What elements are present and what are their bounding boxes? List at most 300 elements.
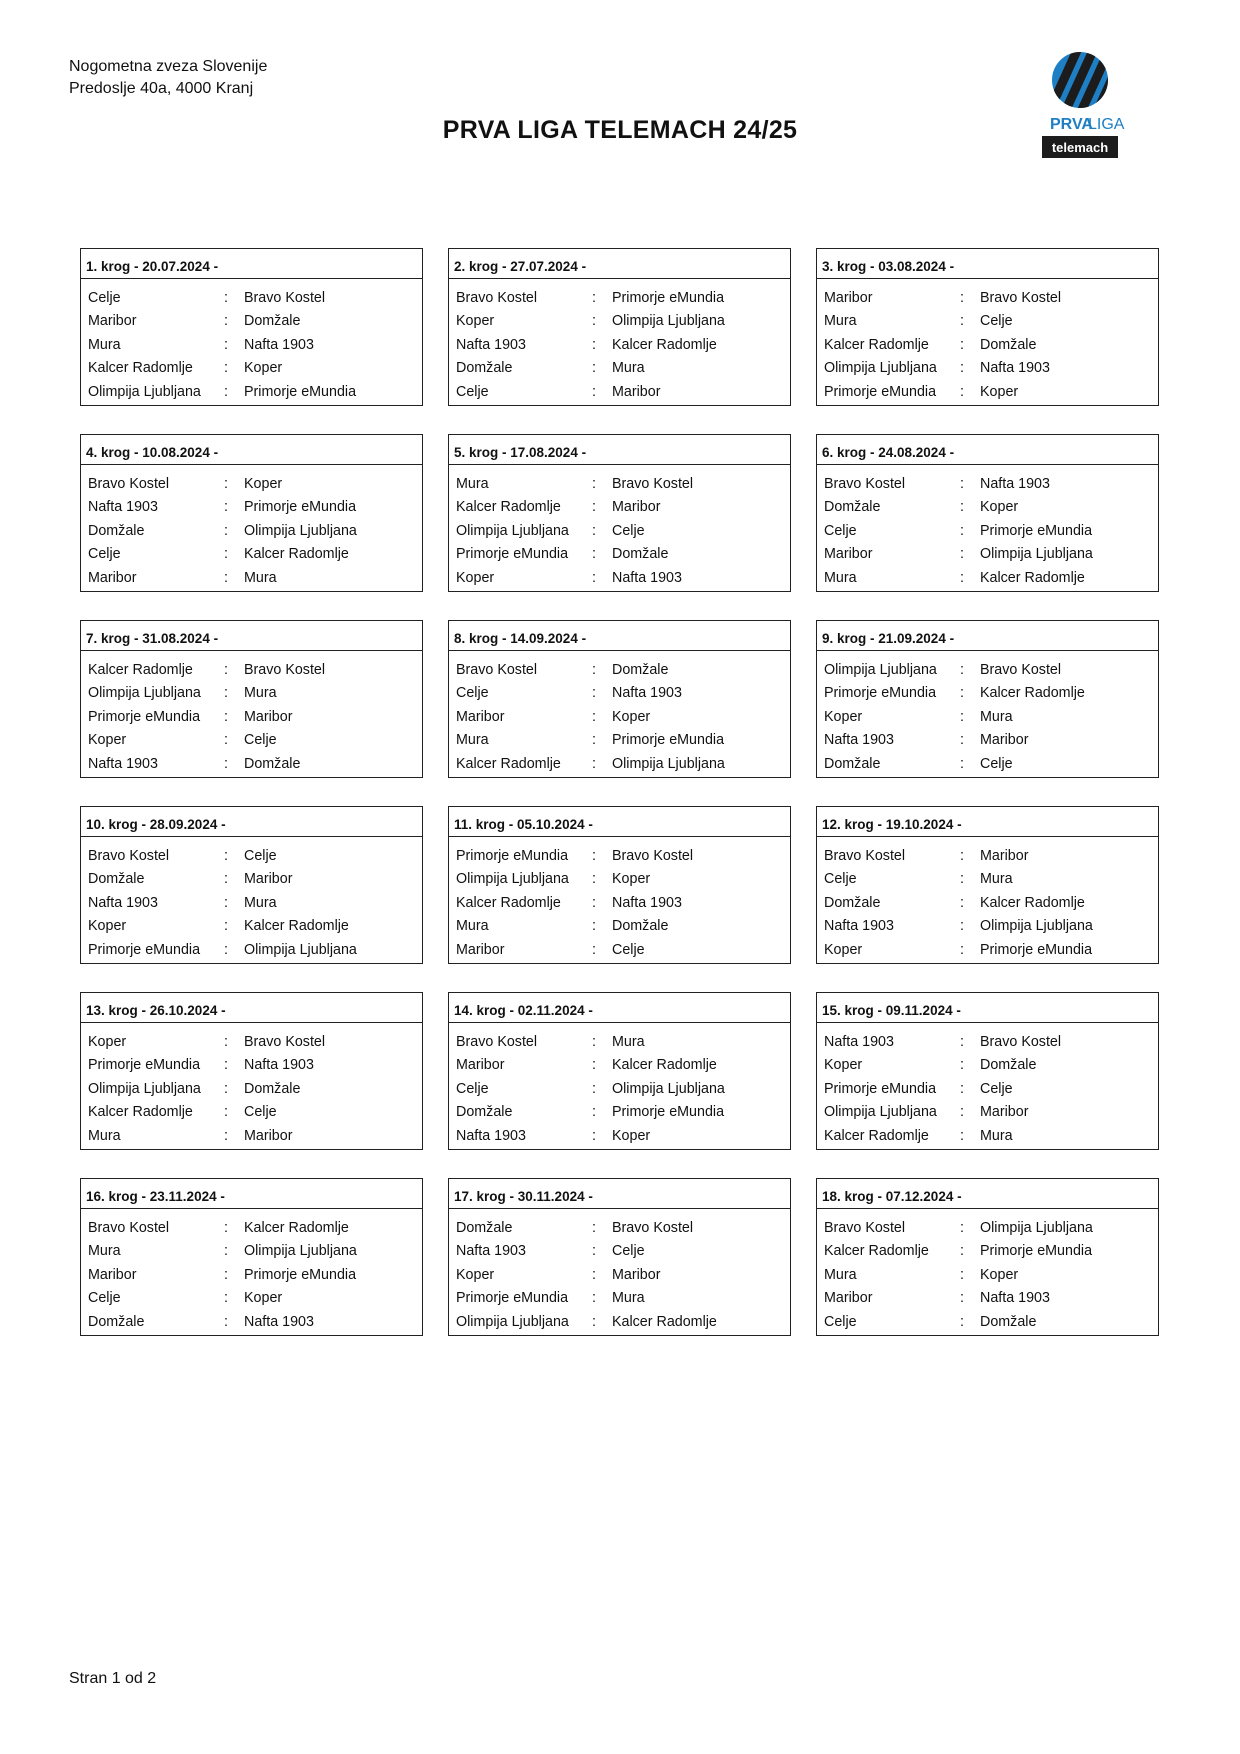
home-team: Olimpija Ljubljana [88,685,201,702]
match-row [81,380,422,404]
match-row [817,915,1158,939]
page-number: Stran 1 od 2 [69,1670,157,1687]
match-row [817,380,1158,404]
match-separator: : [960,1104,964,1121]
match-row [449,891,790,915]
away-team: Maribor [980,847,1029,864]
home-team: Mura [88,336,121,353]
match-row [81,333,422,357]
match-list [449,651,790,776]
match-separator: : [960,360,964,377]
round-header: 2. krog - 27.07.2024 - [449,249,790,279]
logo-text-liga: LIGA [1088,116,1125,133]
match-separator: : [224,336,228,353]
round-header: 10. krog - 28.09.2024 - [81,807,422,837]
match-row [449,333,790,357]
organization-block [69,56,267,100]
home-team: Mura [824,313,857,330]
match-row [81,1101,422,1125]
match-separator: : [224,569,228,586]
away-team: Mura [612,360,645,377]
match-list [81,837,422,962]
match-separator: : [960,1033,964,1050]
match-list [817,651,1158,776]
home-team: Olimpija Ljubljana [824,1104,937,1121]
home-team: Nafta 1903 [456,1243,526,1260]
home-team: Mura [824,569,857,586]
away-team: Bravo Kostel [980,661,1062,678]
match-separator: : [960,941,964,958]
match-separator: : [592,522,596,539]
away-team: Olimpija Ljubljana [612,755,725,772]
match-row [449,682,790,706]
home-team: Primorje eMundia [88,941,201,958]
match-row [817,1030,1158,1054]
home-team: Koper [88,1033,127,1050]
match-row [817,682,1158,706]
match-row [817,566,1158,590]
match-row [817,286,1158,310]
home-team: Domžale [88,871,145,888]
home-team: Bravo Kostel [456,289,538,306]
away-team: Mura [612,1033,645,1050]
home-team: Maribor [456,1057,505,1074]
match-row [81,357,422,381]
match-separator: : [960,1080,964,1097]
round-header: 6. krog - 24.08.2024 - [817,435,1158,465]
match-separator: : [960,1243,964,1260]
home-team: Primorje eMundia [824,383,937,400]
match-separator: : [224,755,228,772]
away-team: Mura [244,894,277,911]
organization-address: Predoslje 40a, 4000 Kranj [69,80,254,97]
round-box [816,434,1159,592]
match-row [449,1263,790,1287]
home-team: Celje [88,289,121,306]
match-list [817,1209,1158,1334]
home-team: Domžale [824,755,881,772]
round-header: 5. krog - 17.08.2024 - [449,435,790,465]
match-row [817,1054,1158,1078]
home-team: Bravo Kostel [88,847,170,864]
match-row [81,1263,422,1287]
home-team: Bravo Kostel [88,1219,170,1236]
home-team: Nafta 1903 [456,1127,526,1144]
away-team: Olimpija Ljubljana [244,1243,357,1260]
home-team: Domžale [456,360,513,377]
away-team: Domžale [244,755,301,772]
away-team: Maribor [244,1127,293,1144]
away-team: Primorje eMundia [244,499,357,516]
away-team: Koper [980,499,1019,516]
match-list [81,651,422,776]
match-row [817,472,1158,496]
away-team: Nafta 1903 [244,336,314,353]
match-separator: : [960,289,964,306]
home-team: Celje [456,685,489,702]
match-row [817,868,1158,892]
away-team: Primorje eMundia [980,1243,1093,1260]
away-team: Mura [612,1290,645,1307]
home-team: Domžale [824,894,881,911]
match-separator: : [592,1057,596,1074]
home-team: Kalcer Radomlje [824,1243,929,1260]
match-row [81,1030,422,1054]
match-row [81,682,422,706]
home-team: Bravo Kostel [456,1033,538,1050]
round-header: 12. krog - 19.10.2024 - [817,807,1158,837]
away-team: Koper [612,1127,651,1144]
match-list [449,279,790,404]
home-team: Mura [456,475,489,492]
match-separator: : [960,708,964,725]
home-team: Domžale [88,1313,145,1330]
round-box [816,620,1159,778]
match-row [449,729,790,753]
match-separator: : [224,894,228,911]
round-header: 1. krog - 20.07.2024 - [81,249,422,279]
away-team: Bravo Kostel [244,1033,326,1050]
round-box [448,806,791,964]
match-separator: : [960,894,964,911]
home-team: Olimpija Ljubljana [824,661,937,678]
home-team: Primorje eMundia [456,1290,569,1307]
home-team: Primorje eMundia [824,685,937,702]
home-team: Maribor [824,1290,873,1307]
match-separator: : [592,475,596,492]
round-box [80,620,423,778]
away-team: Koper [980,1266,1019,1283]
away-team: Mura [980,871,1013,888]
match-separator: : [960,313,964,330]
home-team: Maribor [824,289,873,306]
match-separator: : [960,871,964,888]
round-header: 8. krog - 14.09.2024 - [449,621,790,651]
away-team: Kalcer Radomlje [980,569,1085,586]
home-team: Mura [456,918,489,935]
match-separator: : [592,708,596,725]
round-header: 14. krog - 02.11.2024 - [449,993,790,1023]
match-separator: : [592,918,596,935]
match-row [817,891,1158,915]
match-separator: : [960,661,964,678]
home-team: Nafta 1903 [824,1033,894,1050]
home-team: Mura [824,1266,857,1283]
match-separator: : [224,708,228,725]
round-header: 3. krog - 03.08.2024 - [817,249,1158,279]
home-team: Koper [824,708,863,725]
away-team: Olimpija Ljubljana [244,941,357,958]
match-separator: : [960,755,964,772]
home-team: Koper [824,941,863,958]
round-box [80,248,423,406]
match-row [817,705,1158,729]
match-row [81,519,422,543]
match-separator: : [592,1243,596,1260]
away-team: Kalcer Radomlje [244,918,349,935]
home-team: Maribor [88,313,137,330]
home-team: Celje [88,1290,121,1307]
match-row [817,1077,1158,1101]
away-team: Koper [244,475,283,492]
home-team: Primorje eMundia [88,708,201,725]
match-separator: : [592,499,596,516]
round-box [80,806,423,964]
match-row [449,519,790,543]
home-team: Olimpija Ljubljana [824,360,937,377]
match-row [81,566,422,590]
away-team: Maribor [244,871,293,888]
match-row [81,705,422,729]
round-header: 13. krog - 26.10.2024 - [81,993,422,1023]
match-separator: : [224,1243,228,1260]
match-list [81,465,422,590]
away-team: Primorje eMundia [980,941,1093,958]
away-team: Primorje eMundia [612,289,725,306]
match-row [81,658,422,682]
match-separator: : [592,732,596,749]
match-separator: : [224,522,228,539]
away-team: Maribor [612,1266,661,1283]
match-separator: : [224,685,228,702]
away-team: Primorje eMundia [980,522,1093,539]
round-header: 11. krog - 05.10.2024 - [449,807,790,837]
home-team: Olimpija Ljubljana [88,383,201,400]
home-team: Maribor [456,941,505,958]
home-team: Kalcer Radomlje [88,360,193,377]
away-team: Bravo Kostel [612,1219,694,1236]
match-row [817,357,1158,381]
match-separator: : [224,1104,228,1121]
match-row [81,844,422,868]
away-team: Nafta 1903 [980,1290,1050,1307]
match-separator: : [960,569,964,586]
match-separator: : [592,383,596,400]
round-box [80,1178,423,1336]
away-team: Maribor [612,383,661,400]
match-row [817,752,1158,776]
match-separator: : [592,1104,596,1121]
match-row [81,729,422,753]
match-row [449,496,790,520]
match-separator: : [224,546,228,563]
away-team: Celje [980,313,1013,330]
match-separator: : [592,1127,596,1144]
match-row [449,472,790,496]
match-separator: : [224,1057,228,1074]
match-separator: : [224,383,228,400]
away-team: Bravo Kostel [980,289,1062,306]
match-row [449,380,790,404]
match-row [817,310,1158,334]
match-separator: : [960,1266,964,1283]
match-row [449,286,790,310]
round-header: 17. krog - 30.11.2024 - [449,1179,790,1209]
away-team: Primorje eMundia [612,1104,725,1121]
match-separator: : [592,569,596,586]
home-team: Kalcer Radomlje [456,894,561,911]
home-team: Nafta 1903 [88,755,158,772]
match-separator: : [592,685,596,702]
match-list [449,837,790,962]
home-team: Maribor [824,546,873,563]
home-team: Bravo Kostel [824,847,906,864]
away-team: Celje [612,522,645,539]
round-box [448,434,791,592]
away-team: Nafta 1903 [612,685,682,702]
round-box [816,992,1159,1150]
home-team: Nafta 1903 [456,336,526,353]
away-team: Kalcer Radomlje [244,1219,349,1236]
home-team: Domžale [456,1104,513,1121]
match-row [449,566,790,590]
round-header: 7. krog - 31.08.2024 - [81,621,422,651]
home-team: Koper [456,1266,495,1283]
home-team: Nafta 1903 [88,894,158,911]
match-row [81,938,422,962]
home-team: Koper [456,569,495,586]
match-row [81,891,422,915]
match-row [449,1030,790,1054]
match-separator: : [960,685,964,702]
away-team: Olimpija Ljubljana [244,522,357,539]
away-team: Kalcer Radomlje [612,1313,717,1330]
away-team: Kalcer Radomlje [612,1057,717,1074]
match-separator: : [592,661,596,678]
away-team: Olimpija Ljubljana [612,1080,725,1097]
match-row [817,1240,1158,1264]
match-row [81,310,422,334]
match-list [449,465,790,590]
away-team: Mura [980,1127,1013,1144]
rounds-grid [80,248,1162,1336]
match-separator: : [224,1313,228,1330]
match-separator: : [960,847,964,864]
match-row [817,496,1158,520]
home-team: Primorje eMundia [824,1080,937,1097]
match-separator: : [224,1033,228,1050]
round-box [80,992,423,1150]
match-row [449,1287,790,1311]
round-box [448,248,791,406]
round-header: 15. krog - 09.11.2024 - [817,993,1158,1023]
away-team: Bravo Kostel [612,847,694,864]
match-separator: : [960,475,964,492]
match-separator: : [592,1033,596,1050]
home-team: Celje [824,871,857,888]
match-separator: : [960,732,964,749]
away-team: Koper [980,383,1019,400]
organization-name: Nogometna zveza Slovenije [69,58,268,75]
match-separator: : [592,1313,596,1330]
home-team: Koper [88,732,127,749]
page-title: PRVA LIGA TELEMACH 24/25 [442,116,798,144]
away-team: Olimpija Ljubljana [980,918,1093,935]
match-separator: : [224,661,228,678]
home-team: Bravo Kostel [824,1219,906,1236]
match-row [449,868,790,892]
away-team: Primorje eMundia [244,1266,357,1283]
match-row [817,1124,1158,1148]
home-team: Koper [88,918,127,935]
match-list [81,279,422,404]
away-team: Olimpija Ljubljana [980,546,1093,563]
away-team: Maribor [244,708,293,725]
home-team: Celje [456,383,489,400]
away-team: Kalcer Radomlje [244,546,349,563]
match-separator: : [592,847,596,864]
match-row [449,658,790,682]
home-team: Domžale [456,1219,513,1236]
home-team: Domžale [88,522,145,539]
home-team: Koper [456,313,495,330]
home-team: Celje [824,1313,857,1330]
match-separator: : [224,918,228,935]
match-separator: : [592,1080,596,1097]
match-separator: : [224,499,228,516]
match-separator: : [960,1290,964,1307]
match-row [449,705,790,729]
home-team: Olimpija Ljubljana [456,522,569,539]
match-row [81,286,422,310]
home-team: Bravo Kostel [824,475,906,492]
away-team: Domžale [980,1057,1037,1074]
away-team: Celje [244,847,277,864]
match-separator: : [960,1219,964,1236]
match-separator: : [960,1057,964,1074]
match-separator: : [224,732,228,749]
match-separator: : [592,289,596,306]
away-team: Domžale [244,1080,301,1097]
home-team: Bravo Kostel [456,661,538,678]
away-team: Kalcer Radomlje [980,894,1085,911]
away-team: Mura [244,685,277,702]
match-row [449,1124,790,1148]
home-team: Mura [88,1127,121,1144]
match-row [449,543,790,567]
match-separator: : [224,289,228,306]
round-header: 4. krog - 10.08.2024 - [81,435,422,465]
home-team: Celje [456,1080,489,1097]
home-team: Kalcer Radomlje [456,499,561,516]
match-separator: : [224,1127,228,1144]
match-separator: : [224,1266,228,1283]
match-separator: : [960,383,964,400]
home-team: Primorje eMundia [456,546,569,563]
logo-text-prva: PRVA [1050,116,1093,133]
away-team: Celje [244,732,277,749]
match-row [449,357,790,381]
match-separator: : [224,360,228,377]
match-row [81,543,422,567]
away-team: Domžale [244,313,301,330]
match-separator: : [592,871,596,888]
away-team: Mura [244,569,277,586]
away-team: Kalcer Radomlje [980,685,1085,702]
match-row [817,1287,1158,1311]
round-box [448,992,791,1150]
away-team: Celje [980,755,1013,772]
away-team: Celje [980,1080,1013,1097]
match-separator: : [224,941,228,958]
round-box [816,1178,1159,1336]
away-team: Nafta 1903 [980,360,1050,377]
match-list [817,837,1158,962]
match-row [81,915,422,939]
match-row [817,1263,1158,1287]
away-team: Domžale [980,336,1037,353]
home-team: Koper [824,1057,863,1074]
